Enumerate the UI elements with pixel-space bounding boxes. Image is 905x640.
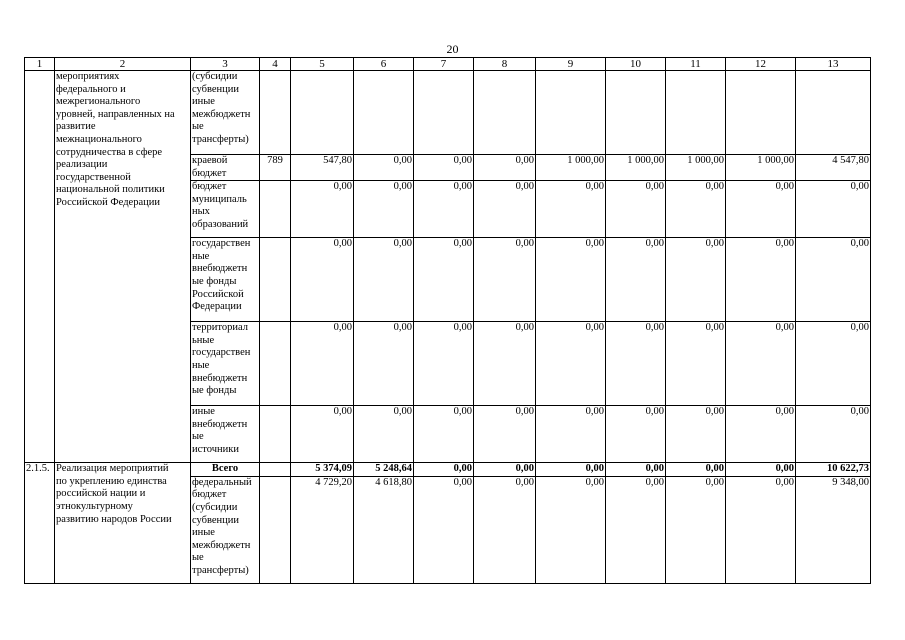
value-cell: 0,00 xyxy=(666,476,726,583)
value-cell: 0,00 xyxy=(354,238,414,322)
value-cell: 0,00 xyxy=(414,181,474,238)
value-cell: 0,00 xyxy=(536,463,606,477)
value-cell: 4 618,80 xyxy=(354,476,414,583)
value-cell: 0,00 xyxy=(291,181,354,238)
value-cell: 0,00 xyxy=(666,238,726,322)
value-cell xyxy=(796,71,871,155)
text-line: бюджет xyxy=(192,167,227,179)
text-line: субвенции xyxy=(192,514,240,526)
value-cell xyxy=(606,71,666,155)
text-line: бюджет xyxy=(192,489,227,501)
funding-source-cell xyxy=(191,322,260,406)
value-cell: 0,00 xyxy=(414,463,474,477)
text-line: источники xyxy=(192,443,239,455)
text-line: (субсидии xyxy=(192,501,238,513)
text-line: ые xyxy=(192,431,204,443)
value-cell xyxy=(474,71,536,155)
value-cell: 0,00 xyxy=(536,238,606,322)
column-header: 11 xyxy=(666,58,726,71)
text-line: этнокультурному xyxy=(56,500,133,512)
column-header: 4 xyxy=(260,58,291,71)
text-line: ьные xyxy=(192,334,215,346)
value-cell: 0,00 xyxy=(414,476,474,583)
funding-source-cell xyxy=(191,71,260,155)
value-cell: 0,00 xyxy=(726,322,796,406)
value-cell: 0,00 xyxy=(291,322,354,406)
text-line: ые xyxy=(192,552,204,564)
value-cell: 0,00 xyxy=(606,476,666,583)
budget-code-cell: 789 xyxy=(260,155,291,181)
text-line: Федерации xyxy=(192,301,242,313)
value-cell: 0,00 xyxy=(474,463,536,477)
column-header: 12 xyxy=(726,58,796,71)
value-cell xyxy=(536,71,606,155)
value-cell: 4 547,80 xyxy=(796,155,871,181)
value-cell: 0,00 xyxy=(474,155,536,181)
measure-name-cell xyxy=(55,463,191,584)
column-header: 10 xyxy=(606,58,666,71)
funding-source-cell xyxy=(191,406,260,463)
funding-source-cell xyxy=(191,181,260,238)
funding-source-cell xyxy=(191,238,260,322)
column-header: 9 xyxy=(536,58,606,71)
value-cell: 0,00 xyxy=(606,406,666,463)
value-cell: 0,00 xyxy=(796,322,871,406)
text-line: ные xyxy=(192,250,210,262)
budget-code-cell xyxy=(260,463,291,477)
column-header: 7 xyxy=(414,58,474,71)
value-cell: 0,00 xyxy=(726,406,796,463)
text-line: мероприятиях xyxy=(56,71,120,82)
text-line: образований xyxy=(192,218,249,230)
column-header: 3 xyxy=(191,58,260,71)
total-row xyxy=(25,463,871,477)
header-row xyxy=(25,58,871,71)
column-header: 5 xyxy=(291,58,354,71)
value-cell: 0,00 xyxy=(414,406,474,463)
budget-code-cell xyxy=(260,476,291,583)
value-cell xyxy=(354,71,414,155)
value-cell: 0,00 xyxy=(291,238,354,322)
text-line: реализации xyxy=(56,159,108,171)
text-line: краевой xyxy=(192,155,228,166)
value-cell: 9 348,00 xyxy=(796,476,871,583)
value-cell: 0,00 xyxy=(354,322,414,406)
text-line: Российской xyxy=(192,288,244,300)
value-cell: 0,00 xyxy=(536,181,606,238)
text-line: государственной xyxy=(56,171,131,183)
value-cell: 0,00 xyxy=(354,181,414,238)
value-cell: 0,00 xyxy=(726,238,796,322)
text-line: ные xyxy=(192,359,210,371)
value-cell: 0,00 xyxy=(291,406,354,463)
value-cell: 0,00 xyxy=(666,181,726,238)
value-cell: 0,00 xyxy=(726,181,796,238)
text-line: национальной политики xyxy=(56,184,165,196)
budget-table xyxy=(24,57,871,584)
text-line: муниципаль xyxy=(192,193,247,205)
value-cell: 0,00 xyxy=(414,322,474,406)
text-line: иные xyxy=(192,527,215,539)
budget-code-cell xyxy=(260,181,291,238)
value-cell: 0,00 xyxy=(606,322,666,406)
text-line: развитию народов России xyxy=(56,513,172,525)
text-line: российской нации и xyxy=(56,488,146,500)
text-line: иные xyxy=(192,96,215,108)
column-header: 8 xyxy=(474,58,536,71)
text-line: государствен xyxy=(192,347,251,359)
value-cell: 0,00 xyxy=(726,463,796,477)
text-line: внебюджетн xyxy=(192,263,248,275)
funding-source-cell xyxy=(191,476,260,583)
text-line: по укреплению единства xyxy=(56,475,167,487)
value-cell: 0,00 xyxy=(666,322,726,406)
value-cell: 4 729,20 xyxy=(291,476,354,583)
text-line: территориал xyxy=(192,322,248,334)
value-cell: 547,80 xyxy=(291,155,354,181)
value-cell: 0,00 xyxy=(474,476,536,583)
text-line: бюджет xyxy=(192,181,227,193)
value-cell: 0,00 xyxy=(796,406,871,463)
text-line: внебюджетн xyxy=(192,372,248,384)
value-cell: 0,00 xyxy=(474,406,536,463)
text-line: межнационального xyxy=(56,133,142,145)
value-cell: 0,00 xyxy=(606,463,666,477)
text-line: иные xyxy=(192,406,215,418)
value-cell: 1 000,00 xyxy=(666,155,726,181)
text-line: трансферты) xyxy=(192,564,249,576)
budget-code-cell xyxy=(260,406,291,463)
text-line: федерального и xyxy=(56,83,126,95)
text-line: трансферты) xyxy=(192,133,249,145)
text-line: сотрудничества в сфере xyxy=(56,146,163,158)
value-cell: 0,00 xyxy=(666,406,726,463)
value-cell xyxy=(666,71,726,155)
text-line: межбюджетн xyxy=(192,108,251,120)
text-line: уровней, направленных на xyxy=(56,108,175,120)
value-cell: 0,00 xyxy=(474,181,536,238)
text-line: (субсидии xyxy=(192,71,238,82)
value-cell: 0,00 xyxy=(474,238,536,322)
value-cell: 0,00 xyxy=(606,181,666,238)
column-header: 1 xyxy=(25,58,55,71)
table-row xyxy=(25,71,871,155)
value-cell: 0,00 xyxy=(354,406,414,463)
text-line: государствен xyxy=(192,238,251,250)
row-number-cell xyxy=(25,71,55,463)
page-number: 20 xyxy=(446,42,459,56)
value-cell: 0,00 xyxy=(414,155,474,181)
value-cell: 0,00 xyxy=(474,322,536,406)
value-cell: 1 000,00 xyxy=(606,155,666,181)
text-line: межрегионального xyxy=(56,96,141,108)
value-cell xyxy=(291,71,354,155)
column-header: 2 xyxy=(55,58,191,71)
funding-source-cell xyxy=(191,155,260,181)
value-cell xyxy=(726,71,796,155)
column-header: 13 xyxy=(796,58,871,71)
value-cell: 0,00 xyxy=(414,238,474,322)
text-line: ые xyxy=(192,121,204,133)
value-cell: 0,00 xyxy=(606,238,666,322)
text-line: ые фонды xyxy=(192,275,237,287)
budget-code-cell xyxy=(260,238,291,322)
value-cell: 0,00 xyxy=(796,181,871,238)
value-cell: 0,00 xyxy=(726,476,796,583)
measure-name-cell xyxy=(55,71,191,463)
value-cell: 1 000,00 xyxy=(726,155,796,181)
text-line: федеральный xyxy=(192,476,252,488)
text-line: ые фонды xyxy=(192,385,237,397)
value-cell: 0,00 xyxy=(536,322,606,406)
value-cell: 5 248,64 xyxy=(354,463,414,477)
text-line: ных xyxy=(192,206,210,218)
value-cell xyxy=(414,71,474,155)
budget-code-cell xyxy=(260,322,291,406)
value-cell: 5 374,09 xyxy=(291,463,354,477)
value-cell: 1 000,00 xyxy=(536,155,606,181)
funding-source-cell: Всего xyxy=(191,463,260,477)
budget-code-cell xyxy=(260,71,291,155)
value-cell: 10 622,73 xyxy=(796,463,871,477)
value-cell: 0,00 xyxy=(536,476,606,583)
text-line: Российской Федерации xyxy=(56,196,160,208)
column-header: 6 xyxy=(354,58,414,71)
value-cell: 0,00 xyxy=(354,155,414,181)
text-line: субвенции xyxy=(192,83,240,95)
value-cell: 0,00 xyxy=(666,463,726,477)
row-number-cell: 2.1.5. xyxy=(25,463,55,584)
value-cell: 0,00 xyxy=(536,406,606,463)
text-line: внебюджетн xyxy=(192,418,248,430)
text-line: развитие xyxy=(56,121,96,133)
value-cell: 0,00 xyxy=(796,238,871,322)
text-line: Реализация мероприятий xyxy=(56,463,169,475)
text-line: межбюджетн xyxy=(192,539,251,551)
